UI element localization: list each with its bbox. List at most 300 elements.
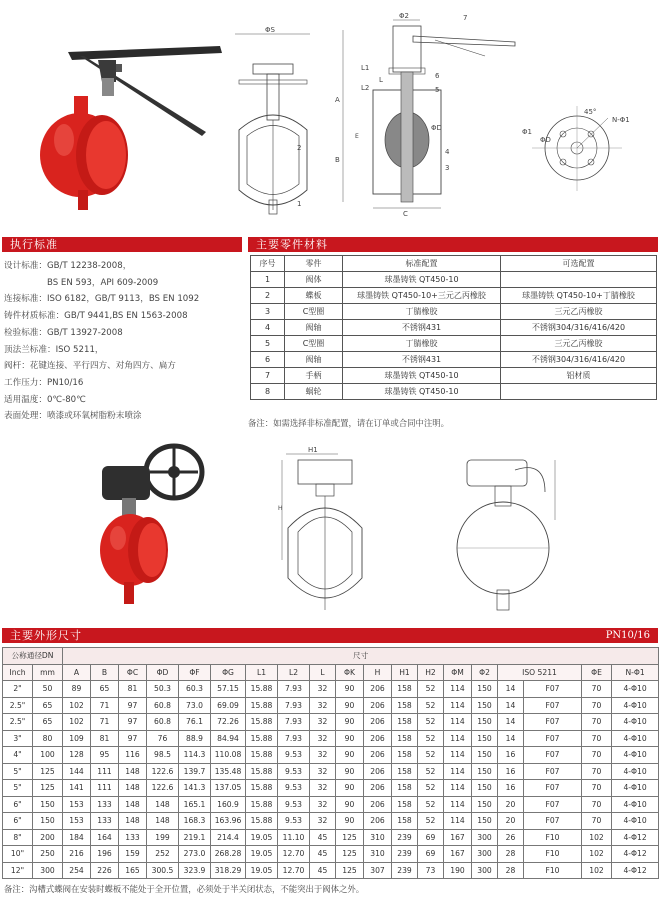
dims-cell: 4-Φ12 bbox=[612, 829, 659, 846]
dims-cell: 300 bbox=[472, 829, 498, 846]
dims-cell: 15.88 bbox=[246, 681, 278, 698]
dims-cell: 163.96 bbox=[211, 813, 246, 830]
dims-cell: 15.88 bbox=[246, 796, 278, 813]
dims-cell: 71 bbox=[91, 714, 119, 731]
dims-cell: 50 bbox=[33, 681, 63, 698]
dims-cell: 114 bbox=[444, 714, 472, 731]
dims-cell: 310 bbox=[364, 846, 392, 863]
dims-cell: 226 bbox=[91, 862, 119, 879]
parts-banner-title: 主要零件材料 bbox=[256, 238, 328, 251]
dims-row bbox=[3, 730, 659, 747]
dims-row bbox=[3, 681, 659, 698]
standard-line: 工作压力：PN10/16 bbox=[4, 377, 84, 388]
dims-cell: 73 bbox=[418, 862, 444, 879]
dims-cell: 206 bbox=[364, 747, 392, 764]
dims-cell: 300 bbox=[33, 862, 63, 879]
parts-cell: 丁腈橡胶 bbox=[343, 304, 501, 320]
dims-cell: 90 bbox=[336, 714, 364, 731]
flange-top-view bbox=[522, 96, 652, 196]
dims-header-cell: B bbox=[91, 664, 119, 681]
dims-size-header: 尺寸 bbox=[63, 648, 659, 665]
dims-cell: 15.88 bbox=[246, 697, 278, 714]
dims-cell: 28 bbox=[498, 862, 524, 879]
label-h: H bbox=[278, 505, 283, 512]
dims-cell: 12.70 bbox=[278, 846, 310, 863]
label-e: E bbox=[355, 133, 359, 140]
dims-cell: 57.15 bbox=[211, 681, 246, 698]
dims-cell: 20 bbox=[498, 813, 524, 830]
gear-valve-front-drawing bbox=[278, 440, 388, 620]
dims-cell: 90 bbox=[336, 780, 364, 797]
dims-cell: 114 bbox=[444, 813, 472, 830]
dims-header-cell: ISO 5211 bbox=[498, 664, 582, 681]
dims-row bbox=[3, 763, 659, 780]
dims-cell: 65 bbox=[33, 697, 63, 714]
dims-cell: 158 bbox=[392, 730, 418, 747]
dims-cell: 100 bbox=[33, 747, 63, 764]
dims-cell: 4-Φ10 bbox=[612, 697, 659, 714]
dims-header-group bbox=[3, 648, 659, 665]
parts-cell: 1 bbox=[251, 272, 285, 288]
dims-cell: 167 bbox=[444, 846, 472, 863]
dims-cell: 15.88 bbox=[246, 747, 278, 764]
dims-cell: 60.8 bbox=[147, 714, 179, 731]
parts-cell: 球墨铸铁 QT450-10+丁腈橡胶 bbox=[501, 288, 657, 304]
dims-cell: 2" bbox=[3, 681, 33, 698]
dims-cell: 109 bbox=[63, 730, 91, 747]
label-phi-2: Φ2 bbox=[399, 12, 409, 20]
dims-cell: 69 bbox=[418, 829, 444, 846]
dims-row bbox=[3, 747, 659, 764]
dims-header-cell: ΦM bbox=[444, 664, 472, 681]
parts-cell: 球墨铸铁 QT450-10 bbox=[343, 272, 501, 288]
dims-cell: 88.9 bbox=[179, 730, 211, 747]
dims-cell: 239 bbox=[392, 829, 418, 846]
header-cell: 标准配置 bbox=[343, 256, 501, 272]
dims-cell: 97 bbox=[119, 730, 147, 747]
parts-cell bbox=[501, 272, 657, 288]
dims-cell: 5" bbox=[3, 763, 33, 780]
dims-cell: F10 bbox=[524, 846, 582, 863]
dims-cell: 4-Φ10 bbox=[612, 780, 659, 797]
dims-cell: 153 bbox=[63, 796, 91, 813]
dims-cell: 150 bbox=[33, 796, 63, 813]
standards-banner bbox=[2, 237, 242, 252]
callout-7: 7 bbox=[463, 14, 468, 22]
dims-cell: 150 bbox=[472, 747, 498, 764]
dims-cell: 116 bbox=[119, 747, 147, 764]
dims-cell: F07 bbox=[524, 714, 582, 731]
label-n-phi1: N-Φ1 bbox=[612, 116, 630, 124]
dims-row bbox=[3, 813, 659, 830]
dims-cell: 150 bbox=[472, 780, 498, 797]
dims-cell: 90 bbox=[336, 763, 364, 780]
dims-cell: 14 bbox=[498, 730, 524, 747]
dims-cell: 32 bbox=[310, 730, 336, 747]
dims-header-cell: ΦK bbox=[336, 664, 364, 681]
dims-cell: 158 bbox=[392, 747, 418, 764]
dims-cell: 32 bbox=[310, 813, 336, 830]
dims-cell: 125 bbox=[336, 862, 364, 879]
dims-cell: 15.88 bbox=[246, 780, 278, 797]
dims-cell: 199 bbox=[147, 829, 179, 846]
dims-cell: 214.4 bbox=[211, 829, 246, 846]
dims-header-cell: L2 bbox=[278, 664, 310, 681]
dims-row bbox=[3, 714, 659, 731]
dims-cell: 273.0 bbox=[179, 846, 211, 863]
dims-cell: 206 bbox=[364, 714, 392, 731]
dims-cell: F10 bbox=[524, 862, 582, 879]
dims-cell: 153 bbox=[63, 813, 91, 830]
dims-cell: 137.05 bbox=[211, 780, 246, 797]
dims-cell: 141.3 bbox=[179, 780, 211, 797]
dims-cell: 102 bbox=[63, 697, 91, 714]
dims-cell: 9.53 bbox=[278, 763, 310, 780]
standards-list bbox=[4, 258, 244, 425]
standard-line: 适用温度：0℃-80℃ bbox=[4, 394, 86, 405]
dims-cell: 45 bbox=[310, 846, 336, 863]
dims-cell: 150 bbox=[472, 763, 498, 780]
dims-cell: 144 bbox=[63, 763, 91, 780]
valve-section-drawing bbox=[335, 12, 520, 217]
dims-header-cell: N-Φ1 bbox=[612, 664, 659, 681]
dims-cell: 102 bbox=[63, 714, 91, 731]
dims-cell: 70 bbox=[582, 796, 612, 813]
dims-cell: 239 bbox=[392, 862, 418, 879]
dims-cell: 97 bbox=[119, 714, 147, 731]
dims-cell: 90 bbox=[336, 747, 364, 764]
parts-cell: 不锈钢304/316/416/420 bbox=[501, 320, 657, 336]
dims-row bbox=[3, 780, 659, 797]
dims-cell: 150 bbox=[33, 813, 63, 830]
parts-cell: 蜗轮 bbox=[285, 384, 343, 400]
dims-cell: 70 bbox=[582, 681, 612, 698]
dims-cell: 19.05 bbox=[246, 846, 278, 863]
parts-cell: 三元乙丙橡胶 bbox=[501, 304, 657, 320]
parts-cell: 阀轴 bbox=[285, 320, 343, 336]
parts-cell: 不锈钢304/316/416/420 bbox=[501, 352, 657, 368]
dims-cell: 69.09 bbox=[211, 697, 246, 714]
dims-cell: 150 bbox=[472, 796, 498, 813]
dims-cell: 111 bbox=[91, 780, 119, 797]
dims-cell: 73.0 bbox=[179, 697, 211, 714]
dims-banner-title: 主要外形尺寸 bbox=[10, 629, 82, 642]
dims-cell: 14 bbox=[498, 681, 524, 698]
dims-row bbox=[3, 697, 659, 714]
parts-cell: 5 bbox=[251, 336, 285, 352]
dims-cell: 122.6 bbox=[147, 780, 179, 797]
dims-cell: 4-Φ10 bbox=[612, 763, 659, 780]
dims-cell: 206 bbox=[364, 763, 392, 780]
dims-header-cell: mm bbox=[33, 664, 63, 681]
dims-cell: 216 bbox=[63, 846, 91, 863]
label-angle-45: 45° bbox=[584, 108, 597, 116]
dims-cell: 159 bbox=[119, 846, 147, 863]
dims-cell: 307 bbox=[364, 862, 392, 879]
gear-valve-photo bbox=[92, 440, 222, 610]
dims-cell: 70 bbox=[582, 813, 612, 830]
callout-1: 1 bbox=[297, 200, 302, 208]
dims-cell: 16 bbox=[498, 763, 524, 780]
dims-cell: 14 bbox=[498, 697, 524, 714]
dims-cell: 158 bbox=[392, 813, 418, 830]
dims-cell: 32 bbox=[310, 681, 336, 698]
dims-cell: 10" bbox=[3, 846, 33, 863]
dims-cell: 114 bbox=[444, 730, 472, 747]
valve-front-drawing bbox=[225, 20, 325, 220]
dims-cell: 28 bbox=[498, 846, 524, 863]
dims-cell: 84.94 bbox=[211, 730, 246, 747]
dims-cell: 50.3 bbox=[147, 681, 179, 698]
dims-cell: 98.5 bbox=[147, 747, 179, 764]
dims-cell: F07 bbox=[524, 813, 582, 830]
dims-cell: 125 bbox=[33, 780, 63, 797]
standard-line: 连接标准：ISO 6182，GB/T 9113，BS EN 1092 bbox=[4, 294, 200, 305]
callout-4: 4 bbox=[445, 148, 450, 156]
dims-cell: 4-Φ10 bbox=[612, 747, 659, 764]
dims-cell: 70 bbox=[582, 730, 612, 747]
dims-cell: 250 bbox=[33, 846, 63, 863]
dims-row bbox=[3, 829, 659, 846]
dims-cell: 206 bbox=[364, 697, 392, 714]
parts-cell: 8 bbox=[251, 384, 285, 400]
label-b: B bbox=[335, 156, 340, 164]
parts-row bbox=[251, 384, 657, 400]
dims-cell: 158 bbox=[392, 697, 418, 714]
dims-cell: 158 bbox=[392, 714, 418, 731]
dims-cell: 139.7 bbox=[179, 763, 211, 780]
lever-valve-photo bbox=[20, 30, 230, 210]
label-h1: H1 bbox=[308, 446, 318, 454]
dims-cell: F07 bbox=[524, 780, 582, 797]
standard-line: 表面处理：喷漆或环氧树脂粉末喷涂 bbox=[4, 411, 142, 422]
dims-cell: 76 bbox=[147, 730, 179, 747]
dims-cell: 90 bbox=[336, 697, 364, 714]
dims-cell: 102 bbox=[582, 829, 612, 846]
dims-cell: 206 bbox=[364, 780, 392, 797]
dims-cell: 15.88 bbox=[246, 763, 278, 780]
dims-row bbox=[3, 846, 659, 863]
label-l: L bbox=[379, 76, 383, 84]
dims-cell: 160.9 bbox=[211, 796, 246, 813]
dims-cell: 168.3 bbox=[179, 813, 211, 830]
dims-cell: 8" bbox=[3, 829, 33, 846]
dims-cell: 20 bbox=[498, 796, 524, 813]
dims-cell: 11.10 bbox=[278, 829, 310, 846]
dims-dn-header: 公称通径DN bbox=[3, 648, 63, 665]
dims-cell: 300 bbox=[472, 862, 498, 879]
dims-cell: 81 bbox=[91, 730, 119, 747]
dims-header-row bbox=[3, 664, 659, 681]
dims-cell: 16 bbox=[498, 780, 524, 797]
parts-banner bbox=[248, 237, 658, 252]
dims-cell: 71 bbox=[91, 697, 119, 714]
parts-row bbox=[251, 304, 657, 320]
dims-cell: 12.70 bbox=[278, 862, 310, 879]
dims-cell: 4-Φ10 bbox=[612, 813, 659, 830]
dims-cell: 4-Φ10 bbox=[612, 796, 659, 813]
dims-header-cell: L1 bbox=[246, 664, 278, 681]
label-phi-s: ΦS bbox=[265, 26, 275, 34]
dims-cell: 114 bbox=[444, 681, 472, 698]
dims-cell: 122.6 bbox=[147, 763, 179, 780]
dims-cell: 70 bbox=[582, 763, 612, 780]
dims-cell: 114 bbox=[444, 796, 472, 813]
dims-cell: 206 bbox=[364, 730, 392, 747]
dims-table bbox=[2, 647, 659, 879]
dims-cell: 190 bbox=[444, 862, 472, 879]
dims-cell: 32 bbox=[310, 796, 336, 813]
dims-cell: 128 bbox=[63, 747, 91, 764]
dims-cell: 158 bbox=[392, 780, 418, 797]
dims-header-cell: L bbox=[310, 664, 336, 681]
parts-cell: 球墨铸铁 QT450-10+三元乙丙橡胶 bbox=[343, 288, 501, 304]
dims-cell: F07 bbox=[524, 681, 582, 698]
parts-cell: C型圈 bbox=[285, 336, 343, 352]
dims-cell: 7.93 bbox=[278, 730, 310, 747]
dims-cell: 114.3 bbox=[179, 747, 211, 764]
parts-cell: 不锈钢431 bbox=[343, 320, 501, 336]
parts-row bbox=[251, 320, 657, 336]
dims-header-cell: ΦG bbox=[211, 664, 246, 681]
standard-line: 顶法兰标准：ISO 5211， bbox=[4, 344, 104, 355]
parts-cell: 丁腈橡胶 bbox=[343, 336, 501, 352]
dims-note: 备注：沟槽式蝶阀在安装时蝶板不能处于全开位置，必须处于半关闭状态，不能突出于阀体之外。 bbox=[4, 884, 365, 894]
dims-header-cell: ΦF bbox=[179, 664, 211, 681]
dims-cell: 167 bbox=[444, 829, 472, 846]
dims-cell: 95 bbox=[91, 747, 119, 764]
label-a: A bbox=[335, 96, 340, 104]
dims-cell: 60.3 bbox=[179, 681, 211, 698]
dims-cell: 141 bbox=[63, 780, 91, 797]
dims-cell: 111 bbox=[91, 763, 119, 780]
dims-cell: 7.93 bbox=[278, 714, 310, 731]
parts-cell: C型圈 bbox=[285, 304, 343, 320]
dims-cell: 32 bbox=[310, 697, 336, 714]
parts-table-header bbox=[251, 256, 657, 272]
parts-cell: 铝材质 bbox=[501, 368, 657, 384]
dims-cell: 219.1 bbox=[179, 829, 211, 846]
dims-cell: 125 bbox=[336, 829, 364, 846]
dims-cell: 114 bbox=[444, 697, 472, 714]
dims-cell: 70 bbox=[582, 714, 612, 731]
dims-cell: 60.8 bbox=[147, 697, 179, 714]
dims-cell: F10 bbox=[524, 829, 582, 846]
parts-row bbox=[251, 336, 657, 352]
dims-cell: 239 bbox=[392, 846, 418, 863]
dims-cell: 206 bbox=[364, 813, 392, 830]
dims-cell: 12" bbox=[3, 862, 33, 879]
dims-cell: 45 bbox=[310, 862, 336, 879]
parts-cell: 7 bbox=[251, 368, 285, 384]
dims-cell: 15.88 bbox=[246, 730, 278, 747]
dims-cell: 52 bbox=[418, 780, 444, 797]
dims-cell: 52 bbox=[418, 813, 444, 830]
dims-header-cell: ΦC bbox=[119, 664, 147, 681]
dims-cell: 4-Φ10 bbox=[612, 730, 659, 747]
dims-cell: 72.26 bbox=[211, 714, 246, 731]
dims-cell: 318.29 bbox=[211, 862, 246, 879]
dims-cell: 252 bbox=[147, 846, 179, 863]
dims-cell: 150 bbox=[472, 730, 498, 747]
parts-cell bbox=[501, 384, 657, 400]
callout-2: 2 bbox=[297, 144, 302, 152]
dims-cell: 4-Φ12 bbox=[612, 846, 659, 863]
standard-line: 检验标准：GB/T 13927-2008 bbox=[4, 327, 123, 338]
dims-cell: 2.5" bbox=[3, 697, 33, 714]
standard-line: 阀杆：花键连接、平行四方、对角四方、扁方 bbox=[4, 361, 176, 372]
dims-cell: 133 bbox=[91, 813, 119, 830]
dims-cell: F07 bbox=[524, 730, 582, 747]
dims-pressure-label: PN10/16 bbox=[605, 630, 650, 641]
dims-cell: 52 bbox=[418, 763, 444, 780]
dims-cell: 52 bbox=[418, 681, 444, 698]
dims-cell: F07 bbox=[524, 697, 582, 714]
dims-cell: 158 bbox=[392, 763, 418, 780]
dims-cell: 2.5" bbox=[3, 714, 33, 731]
dims-cell: 158 bbox=[392, 681, 418, 698]
parts-cell: 4 bbox=[251, 320, 285, 336]
dims-cell: 148 bbox=[119, 763, 147, 780]
dims-cell: 158 bbox=[392, 796, 418, 813]
parts-cell: 蝶板 bbox=[285, 288, 343, 304]
dims-cell: 7.93 bbox=[278, 697, 310, 714]
dims-cell: 148 bbox=[119, 813, 147, 830]
parts-cell: 球墨铸铁 QT450-10 bbox=[343, 368, 501, 384]
parts-cell: 三元乙丙橡胶 bbox=[501, 336, 657, 352]
parts-cell: 球墨铸铁 QT450-10 bbox=[343, 384, 501, 400]
dims-header-cell: Φ2 bbox=[472, 664, 498, 681]
label-l2: L2 bbox=[361, 84, 370, 92]
dims-cell: 114 bbox=[444, 747, 472, 764]
dims-cell: 81 bbox=[119, 681, 147, 698]
parts-cell: 阀体 bbox=[285, 272, 343, 288]
dims-cell: 4-Φ10 bbox=[612, 714, 659, 731]
dims-cell: 310 bbox=[364, 829, 392, 846]
dims-cell: 164 bbox=[91, 829, 119, 846]
dims-cell: 125 bbox=[33, 763, 63, 780]
dims-cell: 4" bbox=[3, 747, 33, 764]
dims-cell: 90 bbox=[336, 796, 364, 813]
dims-cell: 300.5 bbox=[147, 862, 179, 879]
label-phi-d: ΦD bbox=[431, 124, 442, 132]
dims-cell: 7.93 bbox=[278, 681, 310, 698]
parts-row bbox=[251, 352, 657, 368]
callout-6: 6 bbox=[435, 72, 440, 80]
dims-cell: 52 bbox=[418, 714, 444, 731]
dims-cell: 150 bbox=[472, 681, 498, 698]
dims-cell: 150 bbox=[472, 813, 498, 830]
dims-cell: 90 bbox=[336, 681, 364, 698]
dims-cell: 206 bbox=[364, 796, 392, 813]
dims-header-cell: A bbox=[63, 664, 91, 681]
dims-header-cell: ΦE bbox=[582, 664, 612, 681]
dims-cell: 45 bbox=[310, 829, 336, 846]
dims-cell: 102 bbox=[582, 862, 612, 879]
dims-cell: 150 bbox=[472, 697, 498, 714]
dims-cell: F07 bbox=[524, 763, 582, 780]
dims-cell: 52 bbox=[418, 697, 444, 714]
dims-cell: 69 bbox=[418, 846, 444, 863]
dims-header-cell: H1 bbox=[392, 664, 418, 681]
dims-cell: 14 bbox=[498, 714, 524, 731]
dims-cell: 15.88 bbox=[246, 813, 278, 830]
dims-cell: 148 bbox=[147, 813, 179, 830]
dims-cell: 206 bbox=[364, 681, 392, 698]
dims-cell: 300 bbox=[472, 846, 498, 863]
dims-cell: 70 bbox=[582, 697, 612, 714]
parts-cell: 手柄 bbox=[285, 368, 343, 384]
